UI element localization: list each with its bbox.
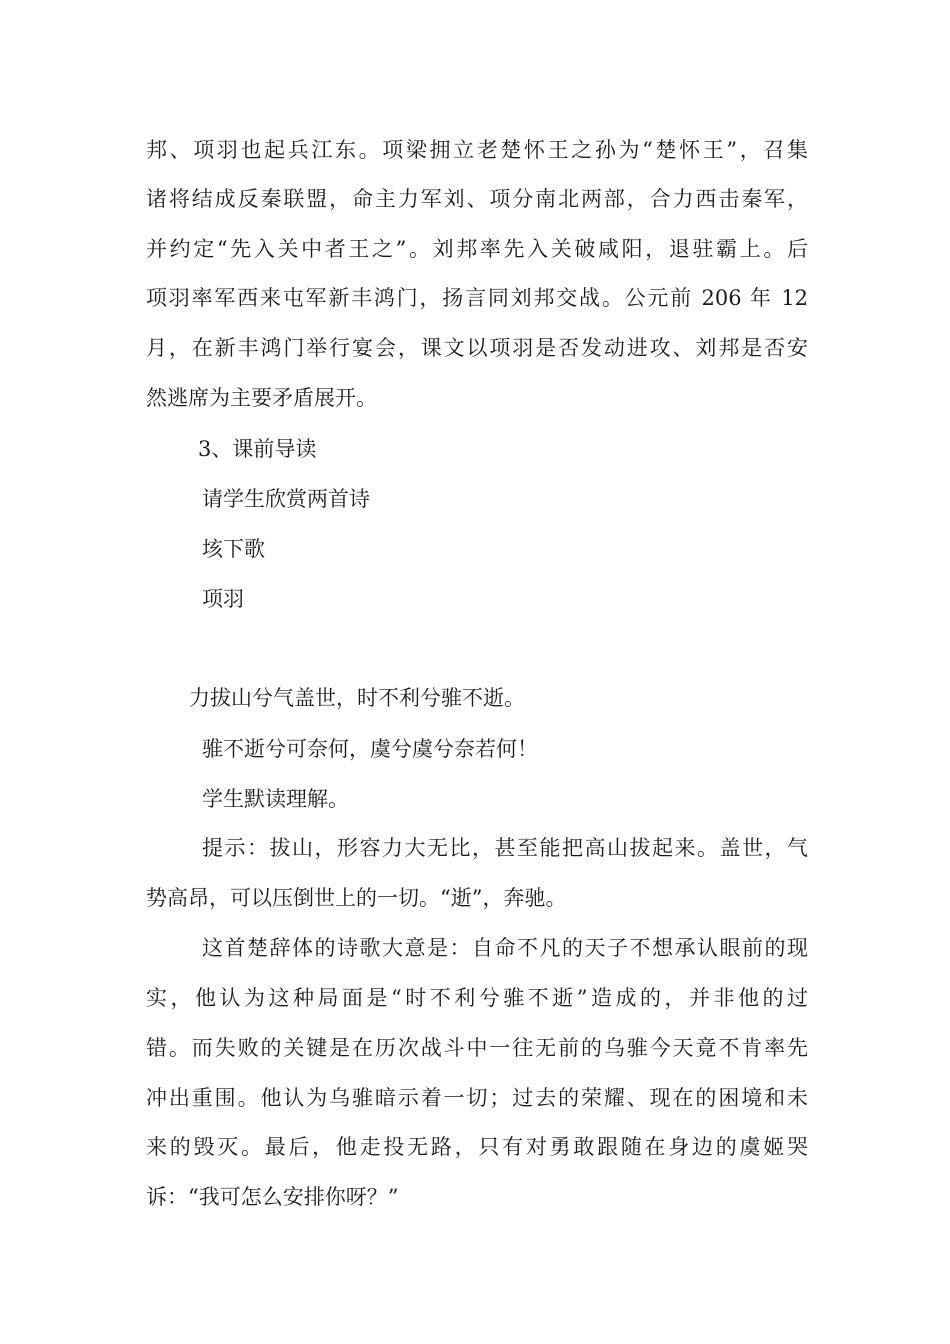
hint-line: 提示：拔山，形容力大无比，甚至能把高山拔起来。盖世，气 [202, 836, 808, 860]
poem-author: 项羽 [202, 587, 244, 611]
paragraph-line: 邦、项羽也起兵江东。项梁拥立老楚怀王之孙为“楚怀王”，召集 [146, 138, 808, 162]
paragraph-line: 诸将结成反秦联盟，命主力军刘、项分南北两部，合力西击秦军， [146, 187, 808, 211]
poem-line: 力拔山兮气盖世，时不利兮骓不逝。 [189, 686, 525, 710]
paragraph-line: 项羽率军西来屯军新丰鸿门，扬言同刘邦交战。公元前 206 年 12 [146, 286, 808, 310]
section-heading: 3、课前导读 [198, 437, 317, 461]
analysis-line: 实，他认为这种局面是“时不利兮骓不逝”造成的，并非他的过 [146, 986, 808, 1010]
poem-title: 垓下歌 [202, 537, 265, 561]
analysis-line: 诉：“我可怎么安排你呀？” [146, 1185, 399, 1209]
analysis-line: 错。而失败的关键是在历次战斗中一往无前的乌骓今天竟不肯率先 [146, 1036, 808, 1060]
analysis-line: 来的毁灭。最后，他走投无路，只有对勇敢跟随在身边的虞姬哭 [146, 1135, 808, 1159]
hint-line: 势高昂，可以压倒世上的一切。“逝”，奔驰。 [146, 886, 567, 910]
poem-line: 骓不逝兮可奈何，虞兮虞兮奈若何！ [202, 737, 538, 761]
analysis-line: 冲出重围。他认为乌骓暗示着一切；过去的荣耀、现在的困境和未 [146, 1086, 808, 1110]
student-task: 学生默读理解。 [202, 787, 349, 811]
paragraph-line: 月，在新丰鸿门举行宴会，课文以项羽是否发动进攻、刘邦是否安 [146, 336, 808, 360]
paragraph-line: 然逃席为主要矛盾展开。 [146, 386, 377, 410]
intro-line: 请学生欣赏两首诗 [202, 487, 370, 511]
paragraph-line: 并约定“先入关中者王之”。刘邦率先入关破咸阳，退驻霸上。后 [146, 237, 808, 261]
analysis-line: 这首楚辞体的诗歌大意是：自命不凡的天子不想承认眼前的现 [202, 936, 808, 960]
